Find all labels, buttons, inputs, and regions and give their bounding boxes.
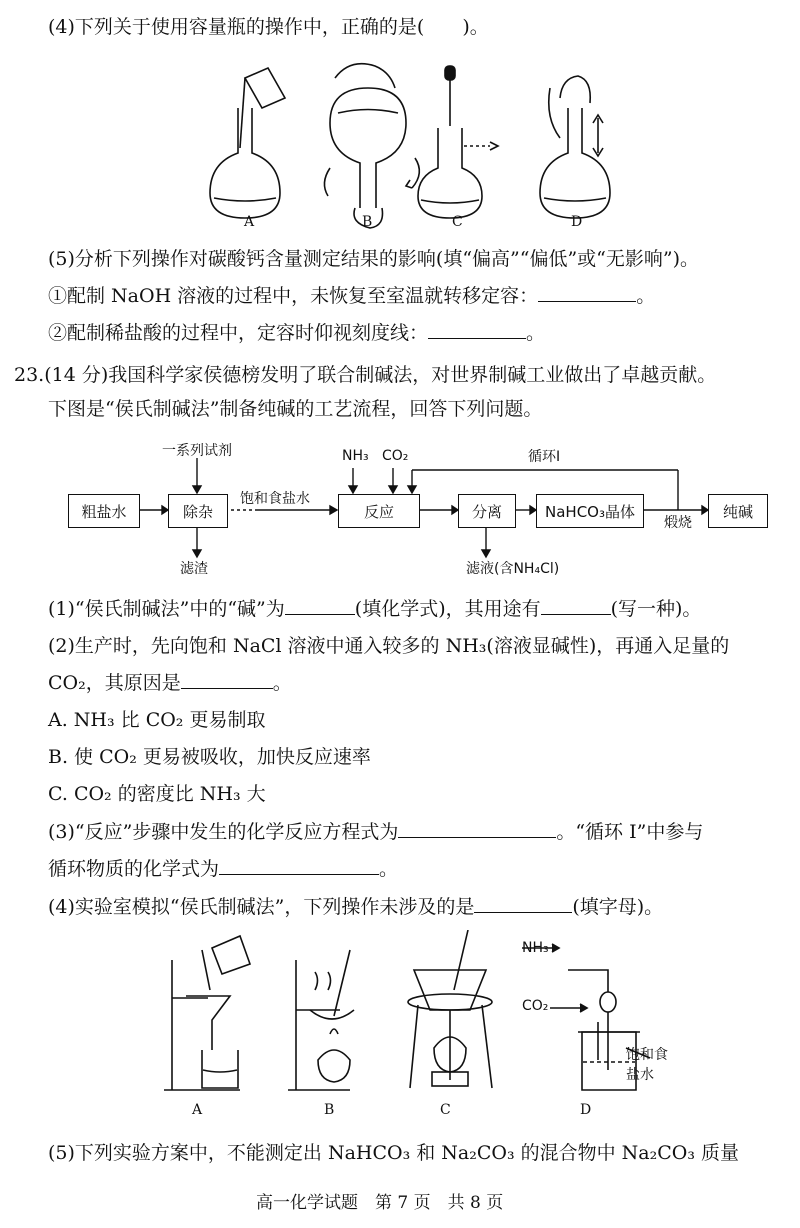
- fig2-co2: CO₂: [522, 998, 549, 1014]
- q22-5-stem: (5)分析下列操作对碳酸钙含量测定结果的影响(填“偏高”“偏低”或“无影响”)。: [48, 248, 700, 270]
- fig1-label-d: D: [571, 214, 583, 230]
- fig2-nh3: NH₃: [522, 940, 549, 956]
- flow-box-purify: 除杂: [168, 494, 228, 528]
- q23-4b-text: (填字母)。: [572, 896, 664, 918]
- q23-2-option-a: A. NH₃ 比 CO₂ 更易制取: [48, 709, 266, 731]
- q23-3c: [48, 856, 398, 882]
- q23-4: [48, 894, 663, 920]
- flask-operations-figure: [200, 58, 620, 238]
- q23-2b: [48, 670, 292, 696]
- fig1-label-c: C: [452, 214, 463, 230]
- fig2-brine-2: 盐水: [626, 1067, 654, 1083]
- fig2-label-d: D: [580, 1102, 592, 1118]
- page-footer: 高一化学试题 第 7 页 共 8 页: [256, 1193, 504, 1213]
- flow-label-brine: 饱和食盐水: [240, 491, 310, 507]
- flow-box-nahco3: NaHCO₃晶体: [536, 494, 644, 528]
- q23-1-b: (填化学式)，其用途有: [354, 598, 541, 620]
- q23-5: (5)下列实验方案中，不能测定出 NaHCO₃ 和 Na₂CO₃ 的混合物中 Na₂CO₃ 质量: [48, 1142, 740, 1164]
- q23-2-option-b: B. 使 CO₂ 更易被吸收，加快反应速率: [48, 746, 371, 768]
- answer-blank: [181, 670, 273, 689]
- flow-label-calcine: 煅烧: [664, 515, 692, 531]
- q22-5-item2: [48, 320, 545, 346]
- flow-box-raw-brine: 粗盐水: [68, 494, 140, 528]
- flow-label-filtrate: 滤液(含NH₄Cl): [466, 561, 560, 577]
- answer-blank: [474, 894, 572, 913]
- flow-label-residue: 滤渣: [180, 561, 208, 577]
- answer-blank: [428, 320, 526, 339]
- fig1-label-b: B: [362, 214, 373, 230]
- flow-box-reaction: 反应: [338, 494, 420, 528]
- q23-2a: (2)生产时，先向饱和 NaCl 溶液中通入较多的 NH₃(溶液显碱性)，再通入足量的: [48, 635, 730, 657]
- q23-1: [48, 596, 701, 622]
- apparatus-figure: [150, 930, 670, 1100]
- q22-5-item1: [48, 283, 655, 309]
- answer-blank: [285, 596, 355, 615]
- period: 。: [272, 672, 292, 694]
- fig2-label-c: C: [440, 1102, 451, 1118]
- flow-box-separation: 分离: [458, 494, 516, 528]
- flow-box-soda-ash: 纯碱: [708, 494, 768, 528]
- q22-5-item1-text: ①配制 NaOH 溶液的过程中，未恢复至室温就转移定容：: [48, 285, 539, 307]
- q23-1-a: (1)“侯氏制碱法”中的“碱”为: [48, 598, 285, 620]
- q23-2b-text: CO₂，其原因是: [48, 672, 181, 694]
- q23-head: 23.(14 分)我国科学家侯德榜发明了联合制碱法，对世界制碱工业做出了卓越贡献。: [14, 364, 717, 386]
- answer-blank: [398, 819, 556, 838]
- period: 。: [636, 285, 656, 307]
- q23-2-option-c: C. CO₂ 的密度比 NH₃ 大: [48, 783, 266, 805]
- q23-head2: 下图是“侯氏制碱法”制备纯碱的工艺流程，回答下列问题。: [48, 398, 543, 420]
- q23-1-c: (写一种)。: [610, 598, 702, 620]
- q23-3a-text: (3)“反应”步骤中发生的化学反应方程式为: [48, 821, 399, 843]
- fig2-brine-1: 饱和食: [626, 1047, 668, 1063]
- fig1-label-a: A: [244, 214, 255, 230]
- answer-blank: [219, 856, 379, 875]
- flow-label-cycle: 循环I: [528, 449, 561, 465]
- q23-3a: [48, 819, 703, 845]
- answer-blank: [541, 596, 611, 615]
- flow-label-reagents: 一系列试剂: [162, 443, 232, 459]
- flow-label-co2: CO₂: [382, 448, 409, 464]
- q22-4-stem: (4)下列关于使用容量瓶的操作中，正确的是( )。: [48, 16, 489, 38]
- q22-5-item2-text: ②配制稀盐酸的过程中，定容时仰视刻度线：: [48, 322, 429, 344]
- answer-blank: [538, 283, 636, 302]
- flow-label-nh3: NH₃: [342, 448, 369, 464]
- period: 。: [379, 858, 399, 880]
- q23-4a-text: (4)实验室模拟“侯氏制碱法”，下列操作未涉及的是: [48, 896, 475, 918]
- fig2-label-a: A: [192, 1102, 203, 1118]
- q23-3b-text: 。“循环 I”中参与: [556, 821, 704, 843]
- period: 。: [526, 322, 546, 344]
- q23-3c-text: 循环物质的化学式为: [48, 858, 220, 880]
- fig2-label-b: B: [324, 1102, 335, 1118]
